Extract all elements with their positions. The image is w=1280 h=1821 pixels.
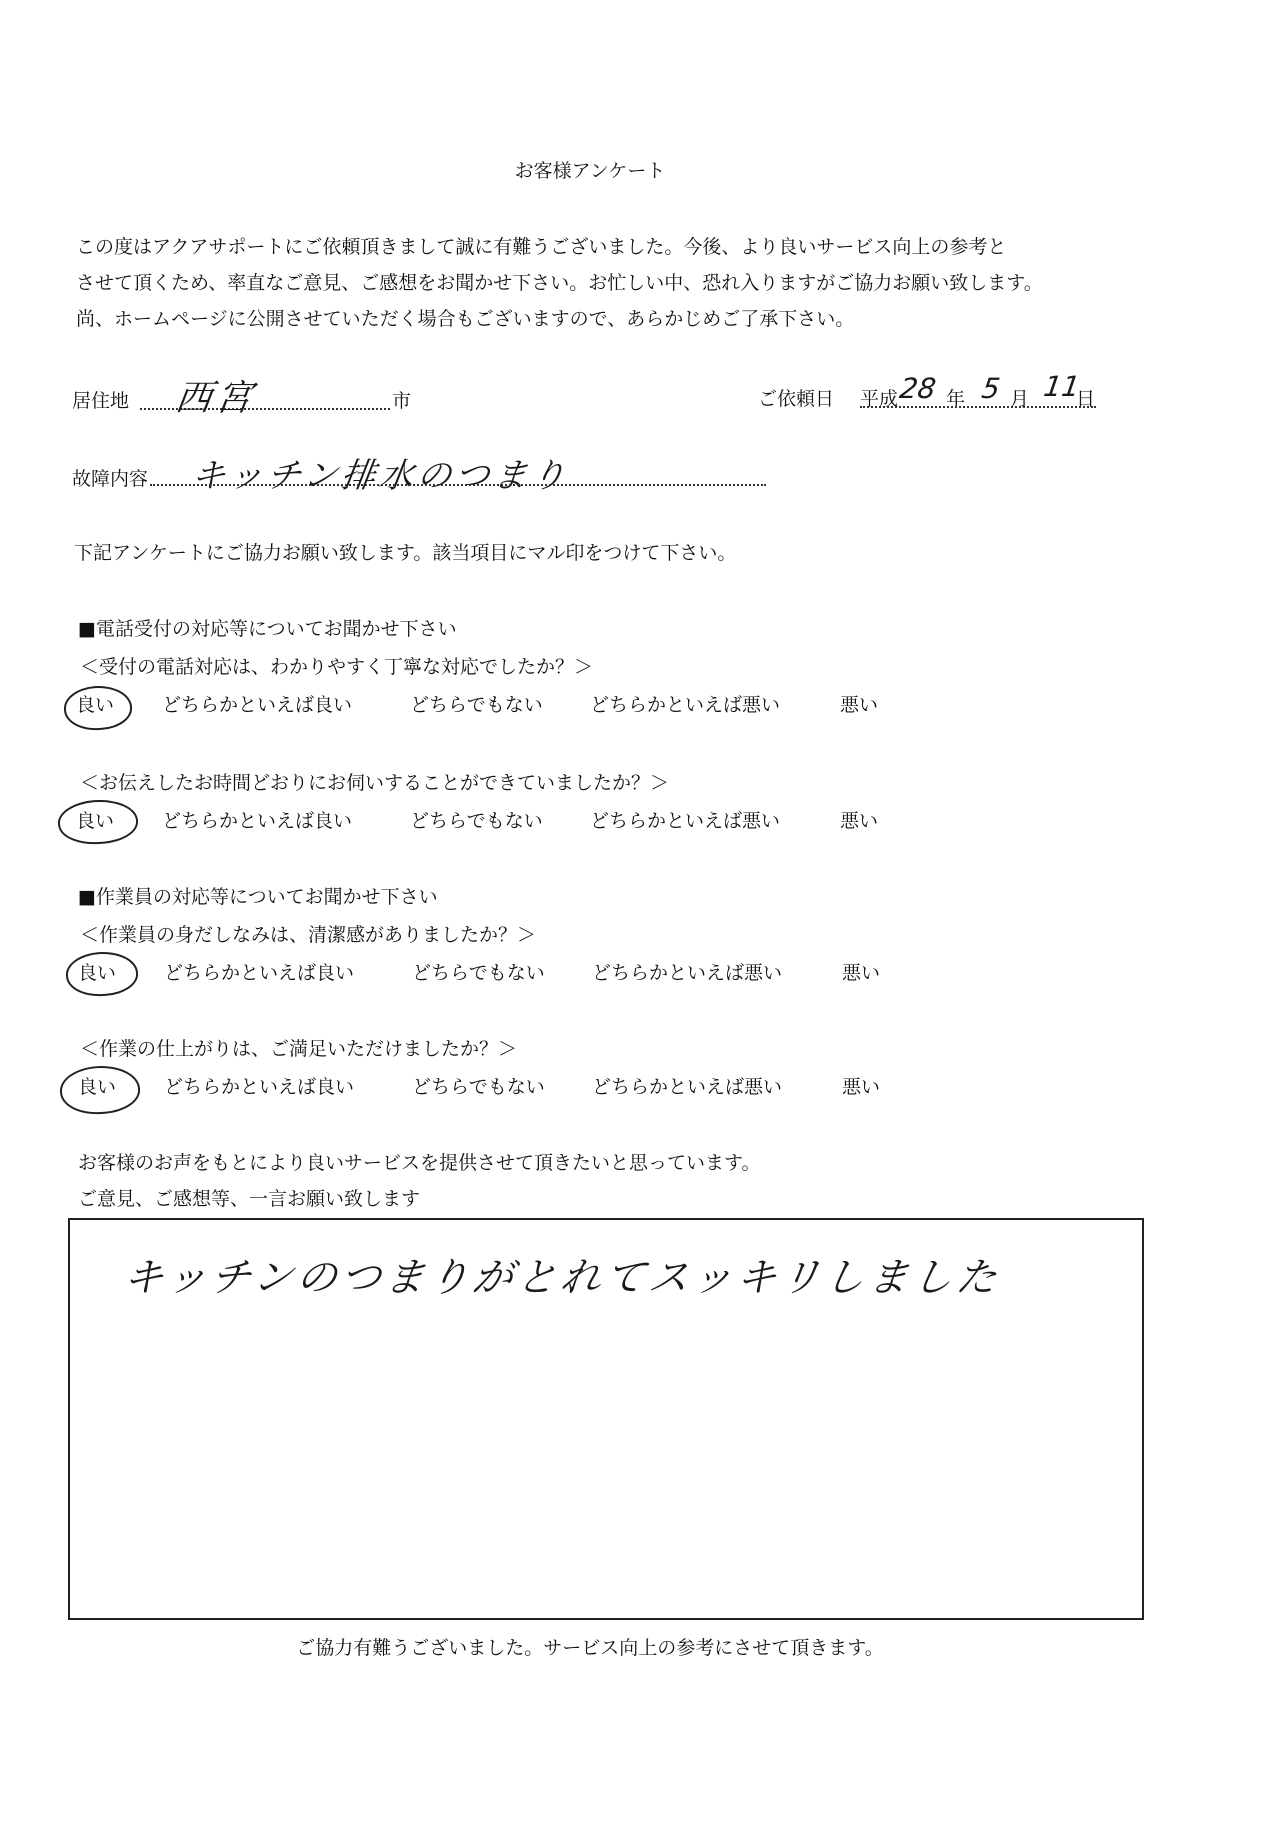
question-2-text: ＜お伝えしたお時間どおりにお伺いすることができていましたか？＞ xyxy=(80,772,670,794)
section-heading-worker: ■作業員の対応等についてお聞かせ下さい xyxy=(78,886,438,908)
option-somewhat-good[interactable]: どちらかといえば良い xyxy=(162,810,353,832)
option-neutral[interactable]: どちらでもない xyxy=(412,1076,545,1098)
question-1-text: ＜受付の電話対応は、わかりやすく丁寧な対応でしたか？＞ xyxy=(80,656,594,678)
footer-thanks: ご協力有難うございました。サービス向上の参考にさせて頂きます。 xyxy=(296,1637,884,1659)
residence-suffix: 市 xyxy=(392,390,412,412)
option-neutral[interactable]: どちらでもない xyxy=(410,694,543,716)
intro-line-1: この度はアクアサポートにご依頼頂きまして誠に有難うございました。今後、より良いサービス向上の参考と xyxy=(76,236,1007,258)
request-date-day-unit: 日 xyxy=(1076,388,1096,410)
option-somewhat-bad[interactable]: どちらかといえば悪い xyxy=(590,694,781,716)
option-somewhat-good[interactable]: どちらかといえば良い xyxy=(162,694,353,716)
request-date-label: ご依頼日 xyxy=(758,388,835,410)
question-2-options xyxy=(60,800,960,840)
question-1-options xyxy=(60,684,960,724)
residence-label: 居住地 xyxy=(72,390,130,412)
option-good[interactable]: 良い xyxy=(76,694,115,716)
option-bad[interactable]: 悪い xyxy=(840,694,879,716)
question-4-text: ＜作業の仕上がりは、ご満足いただけましたか？＞ xyxy=(80,1038,518,1060)
option-neutral[interactable]: どちらでもない xyxy=(412,962,545,984)
option-somewhat-bad[interactable]: どちらかといえば悪い xyxy=(592,1076,783,1098)
comment-prompt-line-1: お客様のお声をもとにより良いサービスを提供させて頂きたいと思っています。 xyxy=(78,1152,761,1174)
question-3-text: ＜作業員の身だしなみは、清潔感がありましたか？＞ xyxy=(80,924,537,946)
instruction-text: 下記アンケートにご協力お願い致します。該当項目にマル印をつけて下さい。 xyxy=(74,542,737,564)
survey-title: お客様アンケート xyxy=(514,160,666,182)
option-bad[interactable]: 悪い xyxy=(842,1076,881,1098)
request-date-year-unit: 年 xyxy=(946,388,966,410)
issue-underline xyxy=(150,484,766,486)
request-date-month-unit: 月 xyxy=(1010,388,1030,410)
option-good[interactable]: 良い xyxy=(78,1076,117,1098)
option-good[interactable]: 良い xyxy=(78,962,117,984)
issue-value: キッチン排水のつまり xyxy=(188,456,572,496)
residence-value: 西宮 xyxy=(172,378,259,419)
request-date-era: 平成 xyxy=(860,388,899,410)
option-good[interactable]: 良い xyxy=(76,810,115,832)
issue-label: 故障内容 xyxy=(72,468,149,490)
option-neutral[interactable]: どちらでもない xyxy=(410,810,543,832)
question-3-options xyxy=(60,952,960,992)
question-4-options xyxy=(60,1066,960,1106)
request-date-day: 11 xyxy=(1041,370,1082,403)
intro-line-3: 尚、ホームページに公開させていただく場合もございますので、あらかじめご了承下さい。 xyxy=(76,308,855,330)
section-heading-phone: ■電話受付の対応等についてお聞かせ下さい xyxy=(78,618,457,640)
intro-line-2: させて頂くため、率直なご意見、ご感想をお聞かせ下さい。お忙しい中、恐れ入りますがご協力お願い致します。 xyxy=(76,272,1043,294)
comment-prompt-line-2: ご意見、ご感想等、一言お願い致します xyxy=(78,1188,421,1210)
comment-box[interactable] xyxy=(68,1218,1144,1620)
option-bad[interactable]: 悪い xyxy=(842,962,881,984)
option-somewhat-bad[interactable]: どちらかといえば悪い xyxy=(590,810,781,832)
option-somewhat-bad[interactable]: どちらかといえば悪い xyxy=(592,962,783,984)
request-date-underline xyxy=(860,406,1096,408)
request-date-month: 5 xyxy=(979,372,1003,405)
option-somewhat-good[interactable]: どちらかといえば良い xyxy=(164,962,355,984)
option-bad[interactable]: 悪い xyxy=(840,810,879,832)
comment-text: キッチンのつまりがとれてスッキリしました xyxy=(120,1255,1004,1301)
option-somewhat-good[interactable]: どちらかといえば良い xyxy=(164,1076,355,1098)
request-date-year: 28 xyxy=(897,372,938,405)
